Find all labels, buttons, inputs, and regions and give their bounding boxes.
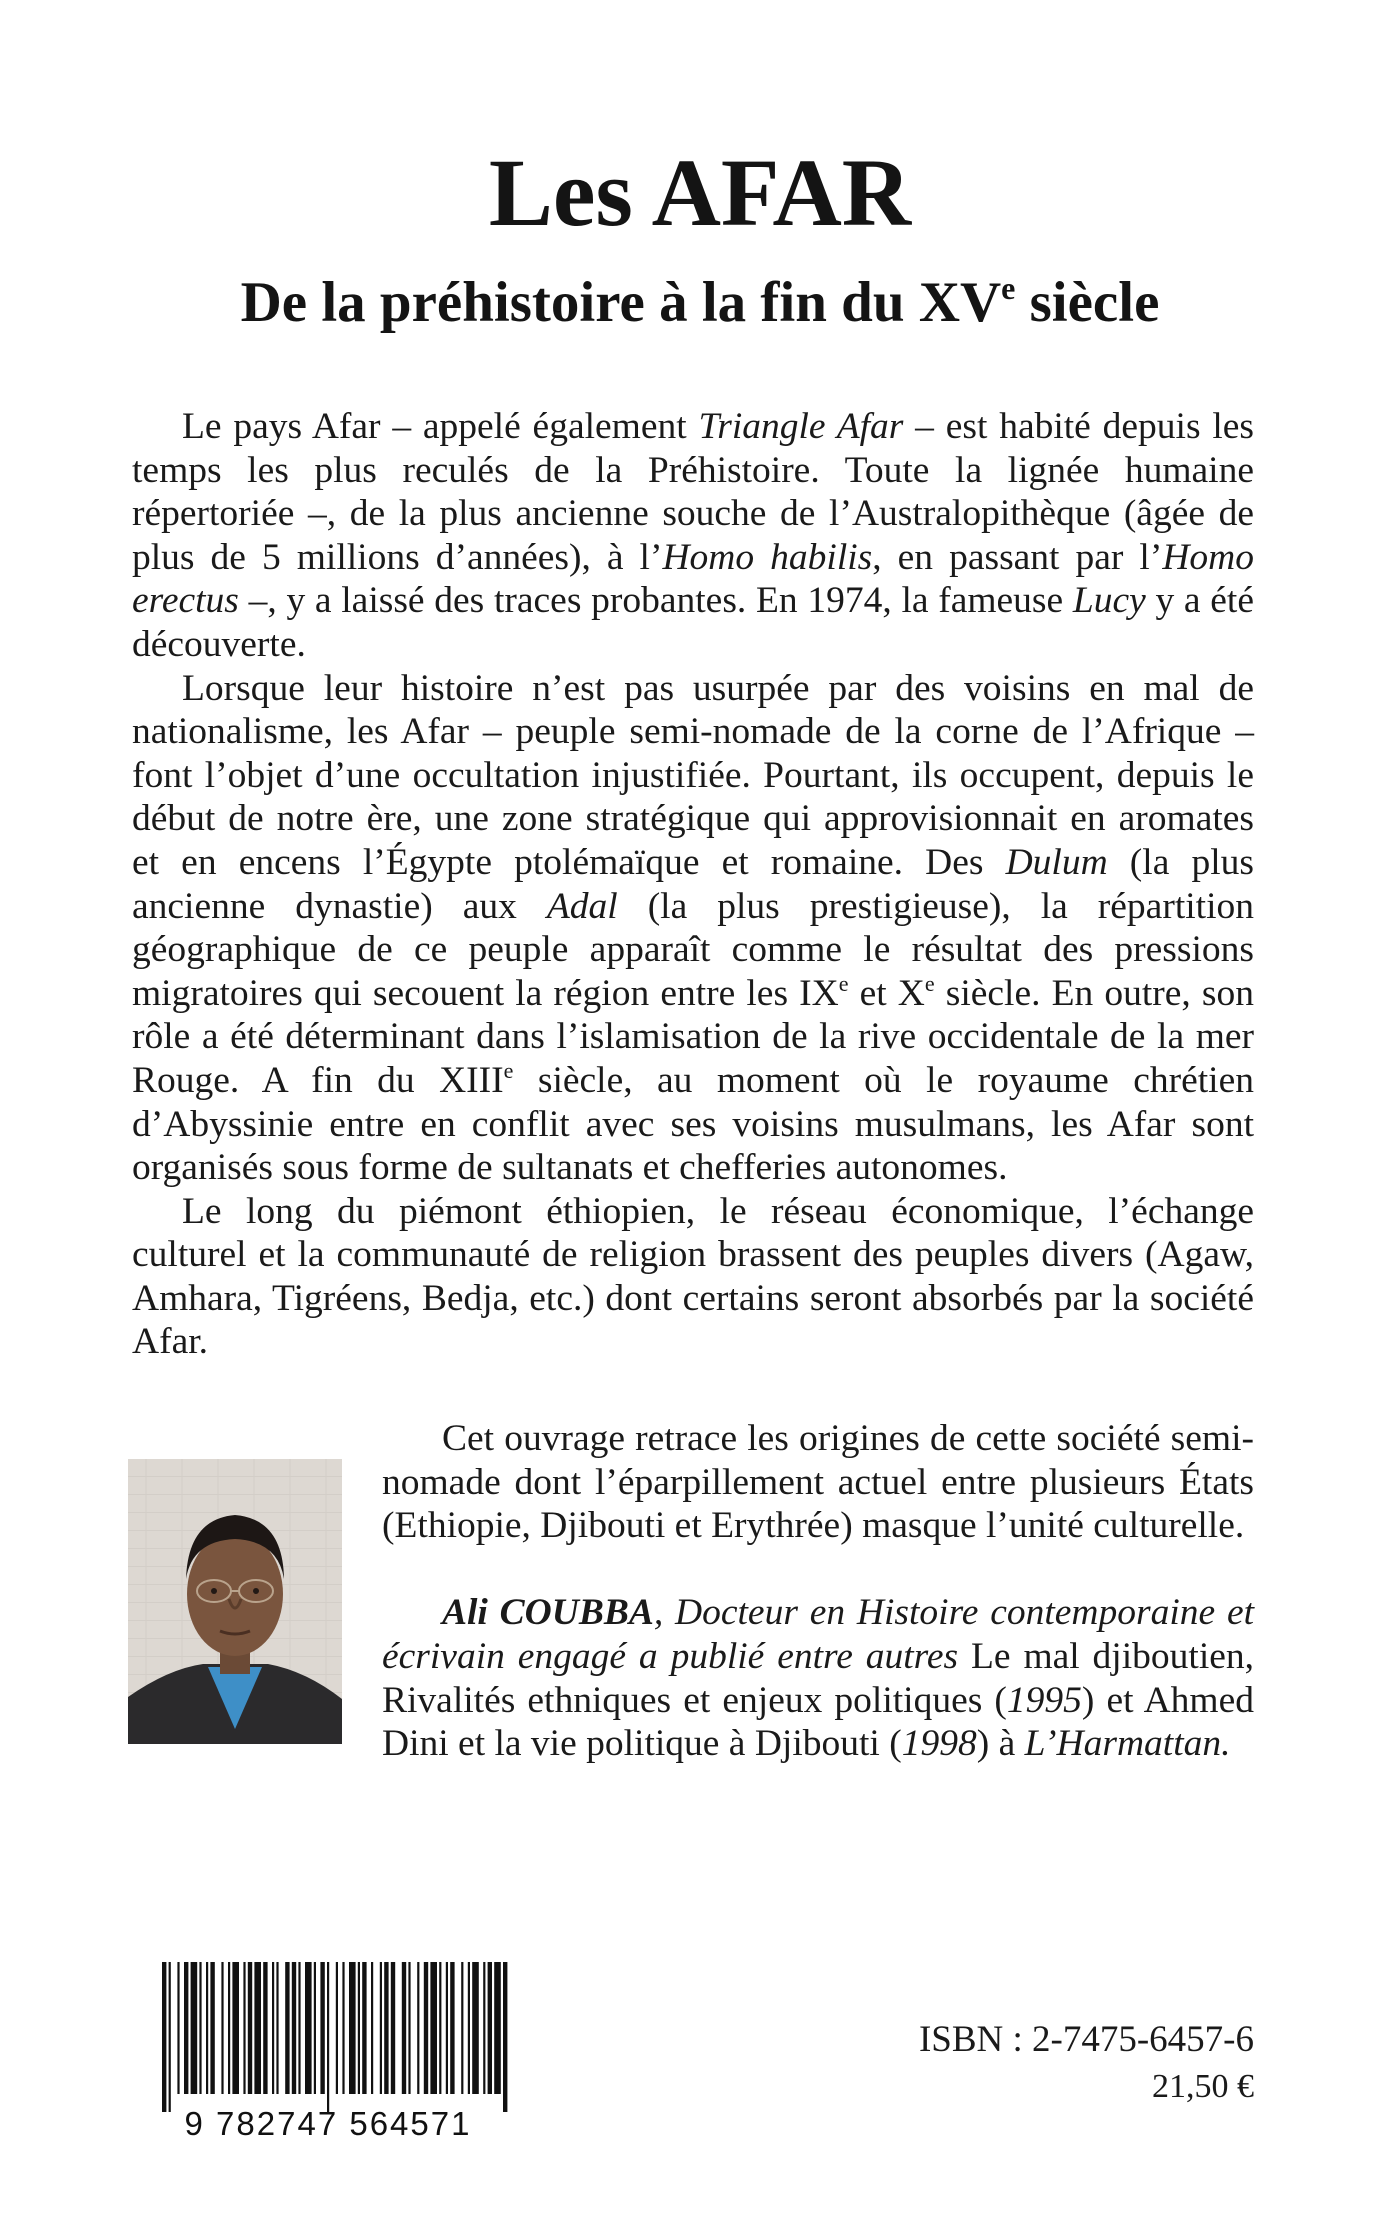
- barcode-bar: [263, 1962, 267, 2094]
- barcode-bar: [305, 1962, 312, 2094]
- text-run: ) et Ahmed Dini et la vie politique à Djibouti (: [382, 1679, 1254, 1765]
- barcode-bar: [248, 1962, 252, 2094]
- text-run: et X: [848, 972, 925, 1014]
- barcode-bar: [298, 1962, 300, 2094]
- book-title: Les AFAR: [488, 139, 912, 246]
- barcode-bar: [402, 1962, 406, 2094]
- superscript: e: [924, 970, 935, 996]
- barcode-icon: [132, 1962, 524, 2142]
- italic-run: 1998: [901, 1723, 977, 1765]
- text-run: Le mal djiboutien, Rivalités ethniques et enjeux politiques (: [382, 1635, 1255, 1721]
- italic-run: , Docteur en Histoire contemporaine et écrivain engagé a publié entre autres: [382, 1592, 1255, 1677]
- barcode-bar: [327, 1962, 329, 2112]
- blurb-text: [132, 405, 1254, 1364]
- barcode-bar: [408, 1962, 410, 2094]
- text-run: y a été découverte.: [132, 580, 1254, 665]
- barcode-bar: [450, 1962, 454, 2094]
- superscript: e: [503, 1057, 514, 1083]
- barcode-bar: [461, 1962, 463, 2094]
- barcode-bar: [162, 1962, 166, 2112]
- barcode-bar: [417, 1962, 419, 2094]
- barcode-bar: [494, 1962, 501, 2094]
- barcode-bar: [191, 1962, 198, 2094]
- text-run: –, y a laissé des traces probantes. En 1974, la fameuse: [238, 580, 1073, 622]
- barcode-bar: [272, 1962, 274, 2094]
- barcode-bar: [503, 1962, 507, 2112]
- italic-run: Triangle Afar: [698, 406, 904, 447]
- text-run: (la plus ancienne dynastie) aux: [132, 841, 1254, 927]
- barcode-bar: [483, 1962, 485, 2094]
- price: 21,50 €: [1152, 2068, 1254, 2105]
- barcode-bar: [243, 1962, 245, 2094]
- barcode-bar: [199, 1962, 201, 2094]
- subtitle-superscript: e: [1001, 270, 1016, 306]
- italic-run: Adal: [546, 885, 618, 927]
- barcode-bar: [391, 1962, 395, 2094]
- barcode-bar: [320, 1962, 324, 2094]
- barcode-bar: [206, 1962, 208, 2094]
- barcode-bar: [342, 1962, 344, 2094]
- barcode-bar: [380, 1962, 382, 2094]
- barcode-bar: [371, 1962, 373, 2094]
- paragraph-4: Cet ouvrage retrace les origines de cette société semi-nomade dont l’éparpillement actuel entre plusieurs États (Ethiopie, Djibouti et Erythrée) masque l’unité culturelle.: [382, 1418, 1254, 1547]
- text-run: Le pays Afar – appelé également: [182, 406, 699, 447]
- barcode-bar: [488, 1962, 492, 2094]
- book-subtitle: [0, 268, 1400, 338]
- barcode-bar: [472, 1962, 479, 2094]
- barcode-bar: [276, 1962, 278, 2094]
- text-run: Lorsque leur histoire n’est pas usurpée par des voisins en mal de nationalisme, les Afar – peuple semi-nomade de la corne de l’Afrique – font l’objet d’une occultation injustifiée. Pourtant, ils occupent, depuis le début de notre ère, une zone stratégique qui approvisionnait en aromates et en encens l’Égypte ptolémaïque et romaine. Des: [132, 667, 1254, 883]
- italic-run: 1995: [1006, 1679, 1082, 1721]
- text-run: siècle, au moment où le royaume chrétien d’Abyssinie entre en conflit avec ses voisins musulmans, les Afar sont organisés sous forme de sultanats et chefferies autonomes.: [132, 1059, 1254, 1189]
- barcode-bar: [210, 1962, 214, 2094]
- barcode-bar: [430, 1962, 437, 2094]
- barcode-bar: [177, 1962, 179, 2094]
- paragraph-3: Le long du piémont éthiopien, le réseau économique, l’échange culturel et la communauté de religion brassent des peuples divers (Agaw, Amhara, Tigréens, Bedja, etc.) dont certains seront absorbés par la société Afar.: [132, 1190, 1254, 1363]
- lower-text: [132, 1417, 1254, 1767]
- barcode-bar: [184, 1962, 188, 2094]
- barcode: [132, 1962, 524, 2142]
- barcode-bar: [169, 1962, 171, 2112]
- barcode-bar: [424, 1962, 428, 2094]
- italic-run: Homo habilis: [662, 536, 873, 578]
- barcode-bar: [221, 1962, 223, 2094]
- author-name: Ali COUBBA: [442, 1592, 654, 1634]
- barcode-bar: [232, 1962, 239, 2094]
- superscript: e: [838, 970, 849, 996]
- barcode-bar: [446, 1962, 448, 2094]
- paragraph-2: [132, 667, 1254, 1190]
- paragraph-1: [132, 405, 1254, 667]
- subtitle-tail: siècle: [1015, 271, 1160, 334]
- barcode-bar: [358, 1962, 360, 2094]
- text-run: (la plus prestigieuse), la répartition géographique de ce peuple apparaît comme le résultat des pressions migratoires qui secouent la région entre les IX: [132, 885, 1254, 1014]
- italic-run: Lucy: [1072, 580, 1146, 622]
- text-run: siècle. En outre, son rôle a été déterminant dans l’islamisation de la rive occidentale de la mer Rouge. A fin du XIII: [132, 972, 1254, 1101]
- text-run: , en passant par l’: [872, 536, 1163, 578]
- barcode-bar: [336, 1962, 338, 2094]
- barcode-bar: [314, 1962, 316, 2094]
- italic-run: L’Harmattan.: [1024, 1723, 1231, 1765]
- barcode-bar: [285, 1962, 289, 2094]
- italic-run: Dulum: [1005, 841, 1108, 883]
- barcode-bar: [254, 1962, 261, 2094]
- barcode-bar: [439, 1962, 441, 2094]
- barcode-bar: [384, 1962, 388, 2094]
- barcode-bar: [362, 1962, 366, 2094]
- barcode-digits: 9 782747 564571: [184, 2105, 472, 2142]
- barcode-bar: [349, 1962, 356, 2094]
- barcode-bar: [228, 1962, 230, 2094]
- italic-run: Homo erectus: [132, 536, 1254, 622]
- text-run: ) à: [976, 1723, 1025, 1765]
- subtitle-main: De la préhistoire à la fin du XV: [240, 271, 1002, 334]
- barcode-bar: [468, 1962, 470, 2094]
- isbn: ISBN : 2-7475-6457-6: [918, 2019, 1254, 2060]
- text-run: – est habité depuis les temps les plus reculés de la Préhistoire. Toute la lignée humaine répertoriée –, de la plus ancienne souche de l’Australopithèque (âgée de plus de 5 millions d’années), à l’: [132, 406, 1255, 578]
- barcode-bar: [292, 1962, 296, 2094]
